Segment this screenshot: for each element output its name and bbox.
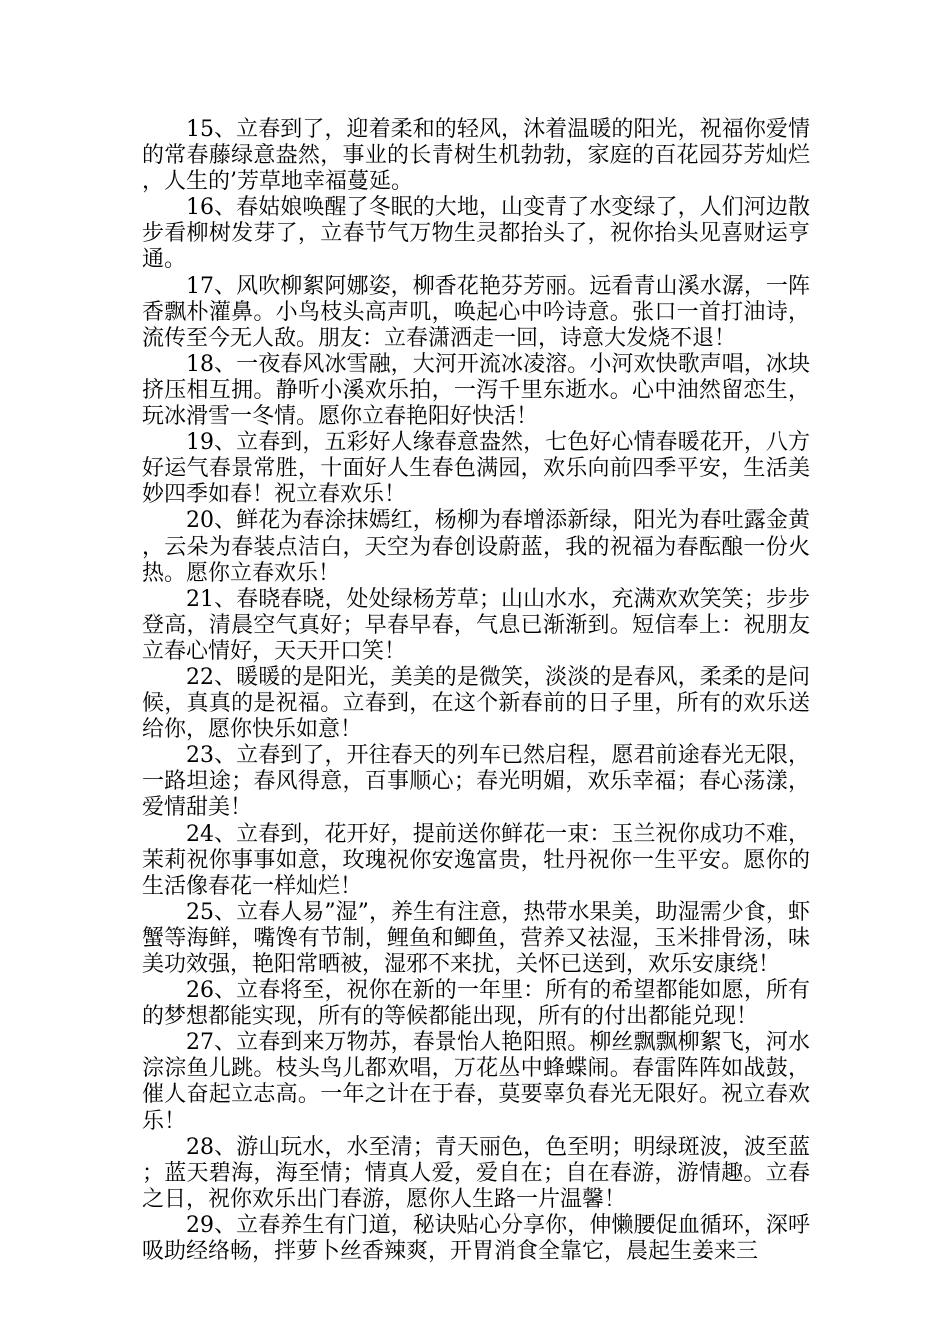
paragraph-21: 21、春晓春晓，处处绿杨芳草；山山水水，充满欢欢笑笑；步步登高，清晨空气真好；早春早春，气息已渐渐到。短信奉上：祝朋友立春心情好，天天开口笑！ — [142, 586, 810, 664]
paragraph-18: 18、一夜春风冰雪融，大河开流冰凌溶。小河欢快歌声唱，冰块挤压相互拥。静听小溪欢乐拍，一泻千里东逝水。心中油然留恋生，玩冰滑雪一冬情。愿你立春艳阳好快活！ — [142, 351, 810, 430]
paragraph-27: 27、立春到来万物苏，春景怡人艳阳照。柳丝飘飘柳絮飞，河水淙淙鱼儿跳。枝头鸟儿都欢唱，万花丛中蜂蝶闹。春雷阵阵如战鼓，催人奋起立志高。一年之计在于春，莫要辜负春光无限好。祝立春欢乐！ — [142, 1030, 810, 1134]
paragraph-15: 15、立春到了，迎着柔和的轻风，沐着温暖的阳光，祝福你爱情的常春藤绿意盎然，事业的长青树生机勃勃，家庭的百花园芬芳灿烂，人生的’芳草地幸福蔓延。 — [142, 117, 810, 195]
paragraph-20: 20、鲜花为春涂抹嫣红，杨柳为春增添新绿，阳光为春吐露金黄，云朵为春装点洁白，天空为春创设蔚蓝，我的祝福为春酝酿一份火热。愿你立春欢乐！ — [142, 508, 810, 586]
paragraph-19: 19、立春到，五彩好人缘春意盎然，七色好心情春暖花开，八方好运气春景常胜，十面好人生春色满园，欢乐向前四季平安，生活美妙四季如春！祝立春欢乐！ — [142, 430, 810, 508]
paragraph-23: 23、立春到了，开往春天的列车已然启程，愿君前途春光无限，一路坦途；春风得意，百事顺心；春光明媚，欢乐幸福；春心荡漾，爱情甜美！ — [142, 743, 810, 821]
paragraph-17: 17、风吹柳絮阿娜姿，柳香花艳芬芳丽。远看青山溪水潺，一阵香飘朴灌鼻。小鸟枝头高声叽，唤起心中吟诗意。张口一首打油诗，流传至今无人敌。朋友：立春潇洒走一回，诗意大发烧不退！ — [142, 273, 810, 351]
document-body — [142, 117, 810, 1265]
paragraph-24: 24、立春到，花开好，提前送你鲜花一束：玉兰祝你成功不难，茉莉祝你事事如意，玫瑰祝你安逸富贵，牡丹祝你一生平安。愿你的生活像春花一样灿烂！ — [142, 821, 810, 899]
paragraph-25: 25、立春人易”湿”，养生有注意，热带水果美，助湿需少食，虾蟹等海鲜，嘴馋有节制，鲤鱼和鲫鱼，营养又祛湿，玉米排骨汤，味美功效强，艳阳常晒被，湿邪不来扰，关怀已送到，欢乐安康绕！ — [142, 899, 810, 977]
paragraph-22: 22、暖暖的是阳光，美美的是微笑，淡淡的是春风，柔柔的是问候，真真的是祝福。立春到，在这个新春前的日子里，所有的欢乐送给你，愿你快乐如意！ — [142, 664, 810, 743]
paragraph-26: 26、立春将至，祝你在新的一年里：所有的希望都能如愿，所有的梦想都能实现，所有的等候都能出现，所有的付出都能兑现！ — [142, 978, 810, 1030]
paragraph-16: 16、春姑娘唤醒了冬眠的大地，山变青了水变绿了，人们河边散步看柳树发芽了，立春节气万物生灵都抬头了，祝你抬头见喜财运亨通。 — [142, 195, 810, 273]
paragraph-28: 28、游山玩水，水至清；青天丽色，色至明；明绿斑波，波至蓝；蓝天碧海，海至情；情真人爱，爱自在；自在春游，游情趣。立春之日，祝你欢乐出门春游，愿你人生路一片温馨！ — [142, 1134, 810, 1212]
paragraph-29: 29、立春养生有门道，秘诀贴心分享你，伸懒腰促血循环，深呼吸助经络畅，拌萝卜丝香辣爽，开胃消食全靠它，晨起生姜来三 — [142, 1212, 810, 1265]
